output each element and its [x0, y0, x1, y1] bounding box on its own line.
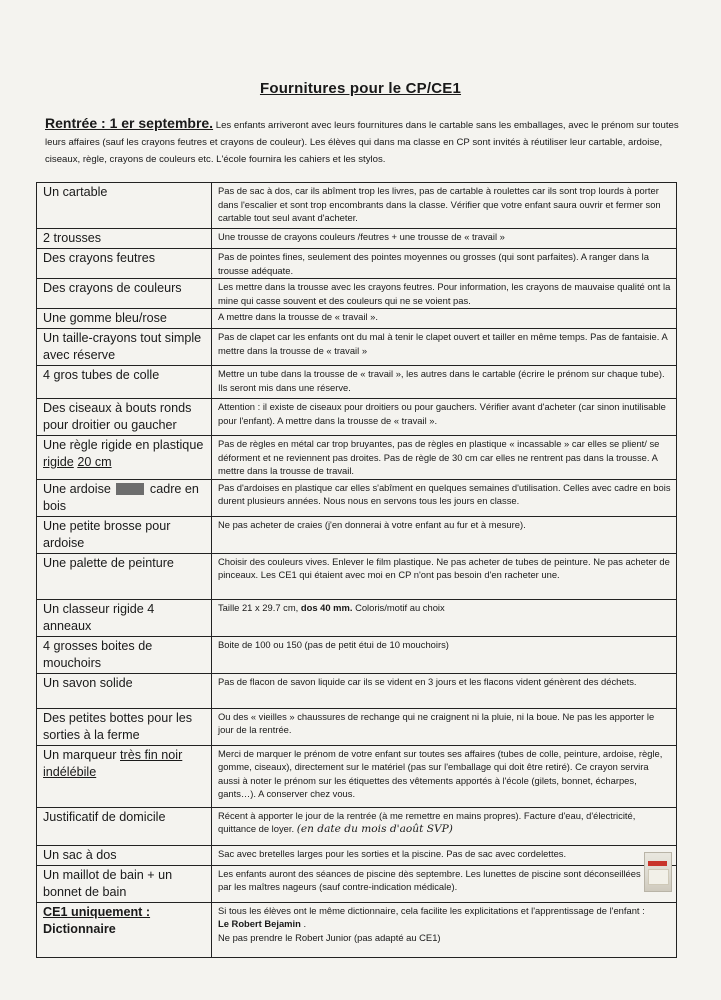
desc-cell: Boite de 100 ou 150 (pas de petit étui de 10 mouchoirs)	[212, 636, 677, 673]
desc-text: Si tous les élèves ont le même dictionnaire, cela facilite les explicitations et l'apprentissage de l'enfant :	[218, 904, 645, 916]
item-cell: Un taille-crayons tout simple avec réserve	[37, 329, 212, 366]
item-cell	[37, 745, 212, 807]
item-cell	[37, 902, 212, 957]
table-row	[37, 553, 677, 599]
desc-cell: Attention : il existe de ciseaux pour droitiers ou pour gauchers. Vérifier avant d'acheter (car sinon inutilisable pour l'enfant). A mettre dans la trousse de « travail ».	[212, 399, 677, 436]
table-row	[37, 229, 677, 249]
desc-cell: Merci de marquer le prénom de votre enfant sur toutes ses affaires (tubes de colle, peinture, ardoise, règle, gomme, ciseaux), directement sur le matériel (pas sur l'emballage qui doit être retiré). Ce crayon servira aussi à noter le prénom sur les étiquettes des vêtements apportés à l'école (gilets, bonnet, écharpes, gants…). A conserver chez vous.	[212, 745, 677, 807]
cover-band	[648, 861, 667, 866]
item-cell: Un classeur rigide 4 anneaux	[37, 599, 212, 636]
item-cell: Des petites bottes pour les sorties à la ferme	[37, 708, 212, 745]
desc-text-bold: dos 40 mm.	[300, 601, 353, 613]
item-text: Une règle rigide en plastique	[43, 438, 204, 452]
handwritten-note: (en date du mois d'août SVP)	[296, 823, 453, 835]
desc-cell: Ne pas acheter de craies (j'en donnerai à votre enfant au fur et à mesure).	[212, 516, 677, 553]
item-text: Un marqueur	[43, 747, 117, 762]
desc-cell: Une trousse de crayons couleurs /feutres + une trousse de « travail »	[212, 229, 677, 249]
item-cell: Des crayons de couleurs	[37, 279, 212, 309]
desc-cell	[212, 807, 677, 845]
item-cell: Justificatif de domicile	[37, 807, 212, 845]
table-row	[37, 745, 677, 807]
supplies-table	[36, 182, 677, 958]
table-row	[37, 865, 677, 902]
table-row	[37, 807, 677, 845]
ce1-only-label: CE1 uniquement :	[43, 904, 151, 919]
table-row	[37, 599, 677, 636]
dictionary-label: Dictionnaire	[43, 921, 116, 936]
item-text: Une ardoise	[43, 481, 111, 496]
desc-cell: Les mettre dans la trousse avec les crayons feutres. Pour information, les crayons de mauvaise qualité ont la mine qui casse souvent et des couleurs qui ne se voient pas.	[212, 279, 677, 309]
desc-text: Les enfants auront des séances de piscine dès septembre. Les lunettes de piscine sont déconseillées par les maîtres nageurs (sauf contre-indication médicale).	[218, 867, 641, 892]
table-row	[37, 902, 677, 957]
item-text: cadre en bois	[43, 481, 199, 513]
desc-text: Taille 21 x 29.7 cm,	[218, 601, 299, 613]
table-row	[37, 516, 677, 553]
desc-cell: Choisir des couleurs vives. Enlever le film plastique. Ne pas acheter de tubes de peinture. Ne pas acheter de pinceaux. Les CE1 qui étaient avec moi en CP n'ont pas besoin d'en racheter une.	[212, 553, 677, 599]
desc-text: Récent à apporter le jour de la rentrée (à me remettre en mains propres). Facture d'eau, d'électricité, quittance de loyer.	[218, 809, 636, 834]
intro-paragraph	[45, 115, 685, 168]
redaction-block	[116, 483, 144, 495]
desc-cell	[212, 902, 677, 957]
desc-cell: Sac avec bretelles larges pour les sorties et la piscine. Pas de sac avec cordelettes.	[212, 845, 677, 865]
item-cell	[37, 479, 212, 516]
item-text-underlined: 20 cm	[77, 455, 112, 469]
desc-text: .	[303, 918, 307, 929]
desc-cell: Pas de pointes fines, seulement des pointes moyennes ou grosses (qui sont parfaites). A ranger dans la trousse adéquate.	[212, 249, 677, 279]
item-cell: 4 gros tubes de colle	[37, 366, 212, 399]
desc-cell: Pas de clapet car les enfants ont du mal à tenir le clapet ouvert et tailler en même temps. Pas de fantaisie. A mettre dans la trousse de « travail »	[212, 329, 677, 366]
table-row	[37, 183, 677, 229]
table-row	[37, 249, 677, 279]
intro-text: Les enfants arriveront avec leurs fournitures dans le cartable sans les emballages, avec le prénom sur toutes leurs affaires (sauf les crayons feutres et crayons de couleur). Les élèves qui dans ma classe en CP sont invités à réutiliser leur cartable, ardoise, ciseaux, règle, crayons de couleurs etc. L'école fournira les cahiers et les stylos.	[45, 120, 679, 165]
desc-cell: Pas de flacon de savon liquide car ils se vident en 3 jours et les flacons vident génèrent des déchets.	[212, 673, 677, 708]
item-text-underlined: très fin noir indélébile	[43, 747, 183, 779]
item-cell: Un maillot de bain + un bonnet de bain	[37, 865, 212, 902]
desc-cell: Mettre un tube dans la trousse de « travail », les autres dans le cartable (écrire le prénom sur chaque tube). Ils seront mis dans une réserve.	[212, 366, 677, 399]
item-cell: Une petite brosse pour ardoise	[37, 516, 212, 553]
item-cell: Un sac à dos	[37, 845, 212, 865]
desc-cell	[212, 599, 677, 636]
page-title: Fournitures pour le CP/CE1	[259, 80, 462, 97]
desc-cell: Ou des « vieilles » chaussures de rechange qui ne craignent ni la pluie, ni la boue. Ne pas les apporter le jour de la rentrée.	[212, 708, 677, 745]
dictionary-cover-image	[644, 852, 672, 892]
item-cell: 4 grosses boites de mouchoirs	[37, 636, 212, 673]
item-cell: Une palette de peinture	[37, 553, 212, 599]
desc-cell: Pas d'ardoises en plastique car elles s'abîment en quelques semaines d'utilisation. Celles avec cadre en bois durent plusieurs années. Nous nous en servons tous les jours en classe.	[212, 479, 677, 516]
item-cell: Une gomme bleu/rose	[37, 309, 212, 329]
item-cell: Un savon solide	[37, 673, 212, 708]
desc-text-bold: Le Robert Bejamin	[218, 918, 301, 929]
item-cell: 2 trousses	[37, 229, 212, 249]
cover-band	[648, 869, 669, 885]
item-cell: Des ciseaux à bouts ronds pour droitier ou gaucher	[37, 399, 212, 436]
item-cell	[37, 436, 212, 480]
desc-text: Ne pas prendre le Robert Junior (pas adapté au CE1)	[218, 931, 441, 943]
table-row	[37, 479, 677, 516]
desc-cell: Pas de règles en métal car trop bruyantes, pas de règles en plastique « incassable » car elles se plient/ se déforment et ne reviennent pas droites. Pas de règle de 30 cm car elles ne rentrent pas dans la trousse. A mettre dans la trousse de travail.	[212, 436, 677, 480]
desc-text: Coloris/motif au choix	[355, 601, 445, 613]
desc-cell	[212, 865, 677, 902]
table-row	[37, 329, 677, 366]
item-cell: Un cartable	[37, 183, 212, 229]
table-row	[37, 436, 677, 480]
item-cell: Des crayons feutres	[37, 249, 212, 279]
item-text-underlined: rigide	[43, 455, 74, 469]
table-row	[37, 366, 677, 399]
table-row	[37, 309, 677, 329]
desc-cell: Pas de sac à dos, car ils abîment trop les livres, pas de cartable à roulettes car ils sont trop lourds à porter dans l'escalier et sont trop encombrants dans la classe. Vérifier que votre enfant saura ouvrir et fermer son cartable tout seul avant d'acheter.	[212, 183, 677, 229]
table-row	[37, 845, 677, 865]
table-row	[37, 279, 677, 309]
desc-cell: A mettre dans la trousse de « travail ».	[212, 309, 677, 329]
table-row	[37, 636, 677, 673]
rentree-label: Rentrée : 1 er septembre.	[45, 115, 214, 131]
table-row	[37, 708, 677, 745]
table-row	[37, 399, 677, 436]
table-row	[37, 673, 677, 708]
